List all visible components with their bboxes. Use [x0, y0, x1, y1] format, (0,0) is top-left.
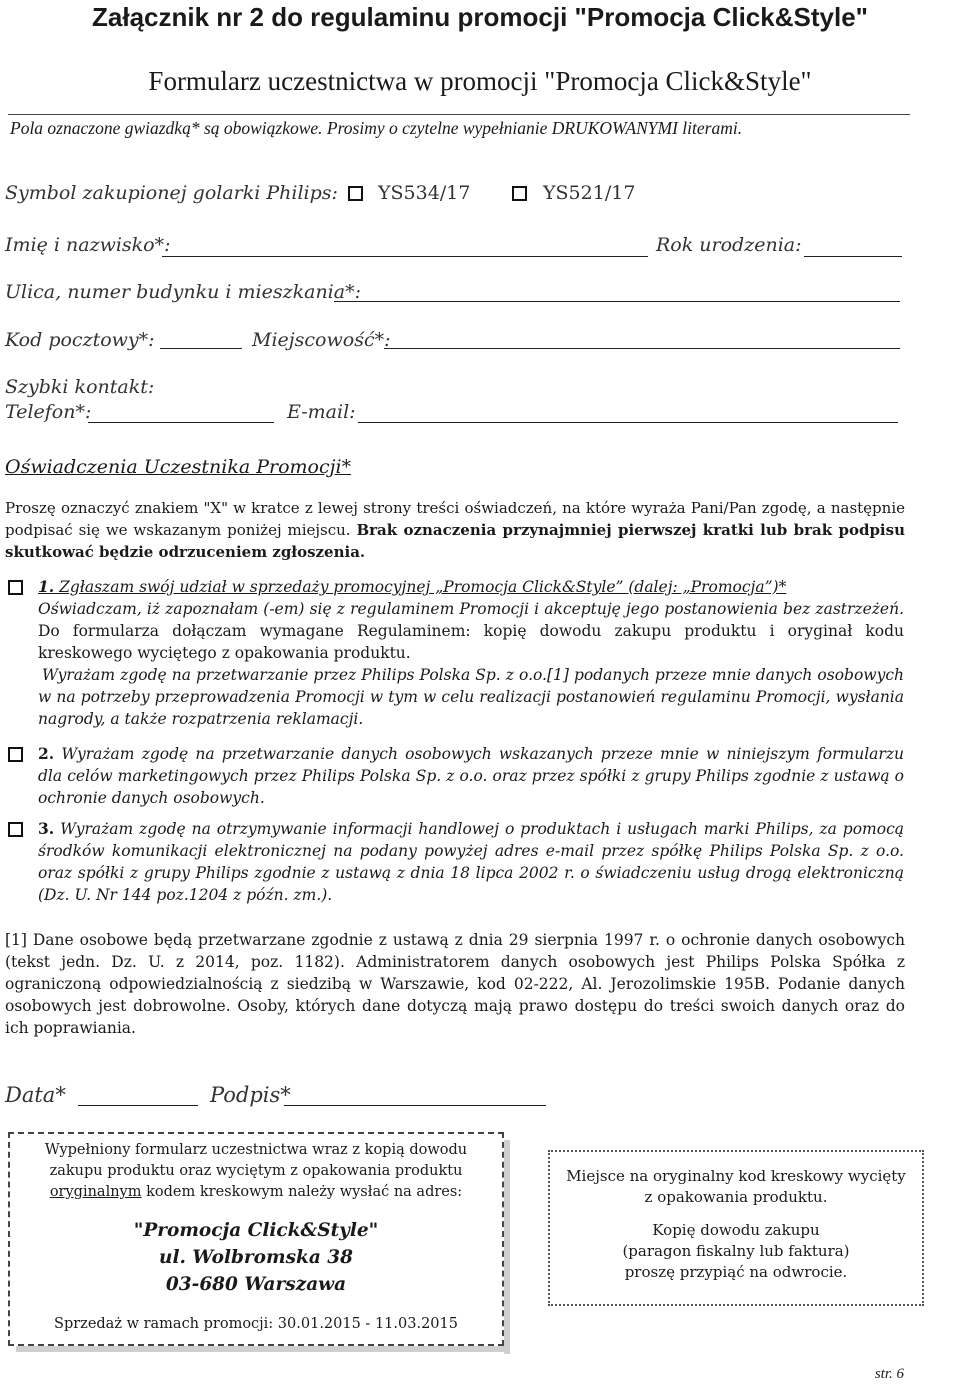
consent-3-number: 3. [38, 819, 55, 838]
promotion-period: Sprzedaż w ramach promocji: 30.01.2015 - 11.03.2015 [54, 1316, 458, 1332]
name-input[interactable] [162, 256, 648, 257]
mail-box-line-1: Wypełniony formularz uczestnictwa wraz z kopią dowodu [44, 1142, 468, 1158]
consent-1-checkbox[interactable] [8, 580, 23, 595]
page-number: str. 6 [874, 1366, 904, 1382]
barcode-box-line-1: Miejsce na oryginalny kod kreskowy wycięty [566, 1167, 906, 1185]
street-label: Ulica, numer budynku i mieszkania*: [5, 281, 361, 303]
mail-box-line-2: zakupu produktu oraz wyciętym z opakowania produktu [49, 1163, 463, 1179]
consent-1-number: 1. [38, 577, 55, 596]
statements-heading: Oświadczenia Uczestnika Promocji* [5, 456, 352, 478]
consent-2-number: 2. [38, 744, 55, 763]
annex-title: Załącznik nr 2 do regulaminu promocji "Promocja Click&Style" [92, 2, 868, 32]
required-note: Pola oznaczone gwiazdką* są obowiązkowe. Prosimy o czytelne wypełnianie DRUKOWANYMI literami. [10, 118, 743, 138]
signature-input[interactable] [284, 1105, 546, 1106]
contact-label: Szybki kontakt: [5, 376, 155, 398]
date-input[interactable] [78, 1105, 198, 1106]
city-input[interactable] [384, 348, 900, 349]
birth-year-input[interactable] [804, 256, 902, 257]
mail-box [8, 1132, 504, 1346]
footnote: [1] Dane osobowe będą przetwarzane zgodnie z ustawą z dnia 29 sierpnia 1997 r. o ochronie danych osobowych (tekst jedn. Dz. U. z 2014, poz. 1182). Administratorem danych osobowych jest Philips Polska Spółka z ograniczoną odpowiedzialnością z siedzibą w Warszawie, kod 02-222, Al. Jerozolimskie 195B. Podanie danych osobowych jest dobrowolne. Osoby, których dane dotyczą mają prawo dostępu do treści swoich danych oraz do ich poprawiania. [5, 931, 905, 1037]
consent-1-title [38, 576, 904, 598]
option-ys521: YS521/17 [543, 182, 636, 204]
phone-label: Telefon*: [5, 401, 92, 423]
signature-label: Podpis* [210, 1083, 291, 1107]
city-label: Miejscowość*: [252, 329, 391, 351]
intro-bold-text: Brak oznaczenia przynajmniej pierwszej kratki lub brak podpisu skutkować będzie odrzuceniem zgłoszenia. [5, 521, 905, 561]
intro-text: Proszę oznaczyć znakiem "X" w kratce z lewej strony treści oświadczeń, na które wyraża Pani/Pan zgodę, a następnie podpisać się we wskazanym poniżej miejscu. [5, 499, 905, 539]
option-ys534: YS534/17 [378, 182, 471, 204]
consent-1 [38, 576, 904, 730]
mail-box-line-3-rest: kodem kreskowym należy wysłać na adres: [141, 1184, 463, 1200]
consent-3-checkbox[interactable] [8, 822, 23, 837]
name-label: Imię i nazwisko*: [5, 234, 171, 256]
mail-box-line-3 [10, 1182, 502, 1203]
postal-code-input[interactable] [160, 348, 242, 349]
address-line-1: "Promocja Click&Style" [133, 1220, 379, 1241]
consent-1-title-text: Zgłaszam swój udział w sprzedaży promocyjnej „Promocja Click&Style” (dalej: „Promocja”)* [59, 578, 787, 596]
consent-3 [38, 818, 904, 906]
symbol-label: Symbol zakupionej golarki Philips: [5, 182, 338, 204]
postal-code-label: Kod pocztowy*: [5, 329, 155, 351]
consent-1-text-a: Oświadczam, iż zapoznałam (-em) się z regulaminem Promocji i akceptuję jego postanowienia bez zastrzeżeń. [38, 600, 904, 618]
barcode-box-line-4: (paragon fiskalny lub faktura) [622, 1242, 850, 1260]
address-line-2: ul. Wolbromska 38 [159, 1247, 353, 1268]
birth-year-label: Rok urodzenia: [656, 234, 802, 256]
consent-2 [38, 743, 904, 809]
consent-2-checkbox[interactable] [8, 747, 23, 762]
consent-1-text-b: Do formularza dołączam wymagane Regulaminem: kopię dowodu zakupu produktu i oryginał kodu kreskowego wyciętego z opakowania produktu. [38, 622, 904, 662]
checkbox-ys521[interactable] [512, 186, 527, 201]
barcode-box-line-2: z opakowania produktu. [644, 1188, 828, 1206]
consent-3-text: Wyrażam zgodę na otrzymywanie informacji handlowej o produktach i usługach marki Philips, za pomocą środków komunikacji elektronicznej na podany powyżej adres e-mail przez spółkę Philips Polska Sp. z o.o. oraz spółki z grupy Philips zgodnie z ustawą z dnia 18 lipca 2002 r. o świadczeniu usług drogą elektroniczną (Dz. U. Nr 144 poz.1204 z późn. zm.). [38, 820, 904, 904]
barcode-box-line-3: Kopię dowodu zakupu [652, 1221, 820, 1239]
phone-input[interactable] [88, 422, 274, 423]
title-divider [8, 114, 910, 115]
date-label: Data* [5, 1083, 66, 1107]
address-line-3: 03-680 Warszawa [165, 1274, 347, 1295]
email-label: E-mail: [287, 401, 356, 423]
form-title: Formularz uczestnictwa w promocji "Promocja Click&Style" [148, 66, 812, 96]
checkbox-ys534[interactable] [348, 186, 363, 201]
statements-intro [5, 497, 905, 563]
consent-2-text: Wyrażam zgodę na przetwarzanie danych osobowych wskazanych przeze mnie w niniejszym formularzu dla celów marketingowych przez Philips Polska Sp. z o.o. oraz przez spółki z grupy Philips zgodnie z ustawą o ochronie danych osobowych. [38, 745, 904, 807]
mail-box-underlined-word: oryginalnym [49, 1184, 142, 1200]
consent-1-text-c: Wyrażam zgodę na przetwarzanie przez Philips Polska Sp. z o.o.[1] podanych przeze mnie danych osobowych w na potrzeby przeprowadzenia Promocji w tym w celu realizacji postanowień regulaminu Promocji, wysłania nagrody, a także rozpatrzenia reklamacji. [38, 666, 904, 728]
email-input[interactable] [358, 422, 898, 423]
barcode-box-line-5: proszę przypiąć na odwrocie. [624, 1263, 848, 1281]
barcode-box [548, 1150, 924, 1306]
street-input[interactable] [334, 301, 900, 302]
